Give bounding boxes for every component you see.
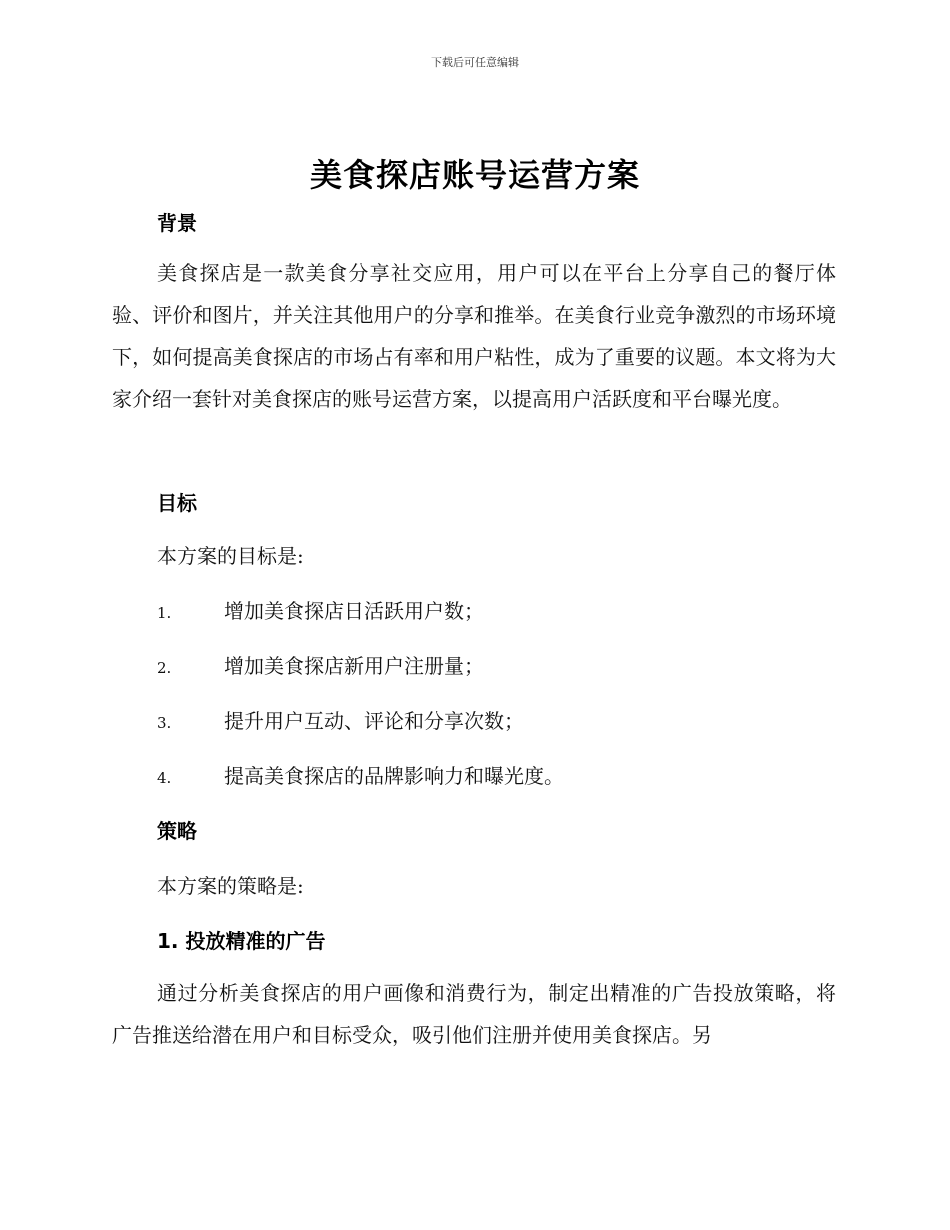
list-text: 增加美食探店新用户注册量；: [224, 654, 484, 678]
list-text: 增加美食探店日活跃用户数；: [224, 599, 484, 623]
section-heading-strategy: 策略: [157, 819, 197, 843]
strategy-intro: 本方案的策略是:: [157, 874, 304, 898]
strategy-paragraph: 通过分析美食探店的用户画像和消费行为，制定出精准的广告投放策略，将广告推送给潜在用户和目标受众，吸引他们注册并使用美食探店。另: [112, 981, 836, 1047]
document-title: 美食探店账号运营方案: [309, 156, 640, 194]
list-number: 1.: [157, 604, 172, 622]
list-text: 提升用户互动、评论和分享次数；: [224, 709, 524, 733]
list-number: 2.: [157, 659, 172, 677]
background-paragraph: 美食探店是一款美食分享社交应用，用户可以在平台上分享自己的餐厅体验、评价和图片，并关注其他用户的分享和推举。在美食行业竞争激烈的市场环境下，如何提高美食探店的市场占有率和用户粘性，成为了重要的议题。本文将为大家介绍一套针对美食探店的账号运营方案，以提高用户活跃度和平台曝光度。: [112, 261, 836, 411]
goals-intro: 本方案的目标是:: [157, 544, 304, 568]
header-note: 下载后可任意编辑: [431, 56, 519, 69]
list-number: 3.: [157, 714, 172, 732]
list-number: 4.: [157, 769, 172, 787]
list-item: [157, 760, 564, 789]
list-item: [157, 650, 484, 679]
list-text: 提高美食探店的品牌影响力和曝光度。: [224, 764, 564, 788]
list-item: [157, 595, 484, 624]
strategy-subheading: 1. 投放精准的广告: [157, 929, 326, 953]
section-heading-background: 背景: [157, 211, 197, 235]
list-item: [157, 705, 524, 734]
section-heading-goals: 目标: [157, 491, 197, 515]
